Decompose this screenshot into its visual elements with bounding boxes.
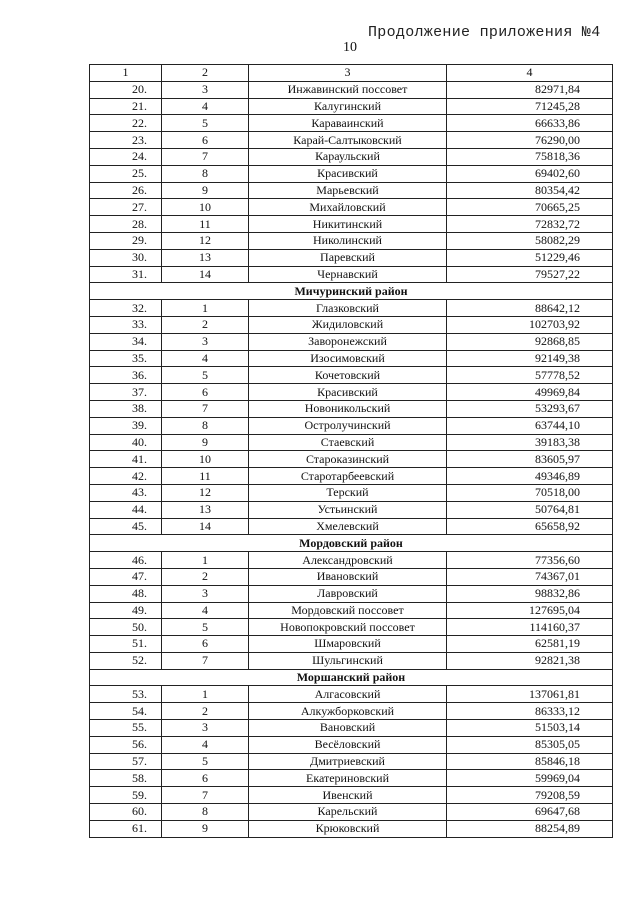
settlement-name: Карельский [249,804,447,821]
row-index: 14 [162,518,249,535]
settlement-name: Устьинский [249,501,447,518]
row-number: 33. [90,316,162,333]
table-row [90,602,613,619]
appendix-continuation-note: Продолжение приложения №4 [368,24,601,41]
amount-value: 92868,85 [447,333,613,350]
amount-value: 85846,18 [447,753,613,770]
row-index: 2 [162,316,249,333]
table-row [90,753,613,770]
row-index: 5 [162,619,249,636]
settlement-name: Старотарбеевский [249,468,447,485]
settlement-name: Шульгинский [249,652,447,669]
row-index: 9 [162,182,249,199]
row-index: 5 [162,367,249,384]
table-row [90,720,613,737]
row-index: 7 [162,148,249,165]
row-number: 36. [90,367,162,384]
row-index: 5 [162,753,249,770]
settlement-name: Хмелевский [249,518,447,535]
row-number: 35. [90,350,162,367]
settlement-name: Терский [249,484,447,501]
table-row [90,115,613,132]
settlement-name: Изосимовский [249,350,447,367]
table-row [90,98,613,115]
settlement-name: Кочетовский [249,367,447,384]
amount-value: 62581,19 [447,636,613,653]
row-index: 7 [162,400,249,417]
row-number: 38. [90,400,162,417]
settlement-name: Алгасовский [249,686,447,703]
column-number-row [90,65,613,82]
row-index: 1 [162,552,249,569]
section-row [90,283,613,300]
row-number: 37. [90,384,162,401]
row-number: 56. [90,736,162,753]
amount-value: 86333,12 [447,703,613,720]
amount-value: 51229,46 [447,249,613,266]
amount-value: 114160,37 [447,619,613,636]
row-index: 4 [162,350,249,367]
amount-value: 71245,28 [447,98,613,115]
amount-value: 98832,86 [447,585,613,602]
settlement-name: Караульский [249,148,447,165]
amount-value: 57778,52 [447,367,613,384]
settlement-name: Ивенский [249,787,447,804]
row-number: 59. [90,787,162,804]
table-row [90,736,613,753]
section-title: Мордовский район [90,535,613,552]
settlement-name: Паревский [249,249,447,266]
row-index: 6 [162,384,249,401]
settlement-name: Жидиловский [249,316,447,333]
table-row [90,585,613,602]
allocation-table [89,64,613,838]
settlement-name: Караваинский [249,115,447,132]
row-number: 31. [90,266,162,283]
settlement-name: Дмитриевский [249,753,447,770]
amount-value: 72832,72 [447,216,613,233]
row-index: 8 [162,417,249,434]
row-number: 58. [90,770,162,787]
table-row [90,182,613,199]
row-number: 49. [90,602,162,619]
settlement-name: Ивановский [249,568,447,585]
row-number: 53. [90,686,162,703]
column-header: 4 [447,65,613,82]
row-index: 13 [162,249,249,266]
amount-value: 127695,04 [447,602,613,619]
row-number: 34. [90,333,162,350]
table-row [90,300,613,317]
amount-value: 88642,12 [447,300,613,317]
row-number: 21. [90,98,162,115]
settlement-name: Мордовский поссовет [249,602,447,619]
row-index: 4 [162,602,249,619]
amount-value: 137061,81 [447,686,613,703]
table-row [90,568,613,585]
settlement-name: Марьевский [249,182,447,199]
settlement-name: Заворонежский [249,333,447,350]
settlement-name: Николинский [249,232,447,249]
table-row [90,81,613,98]
row-index: 6 [162,636,249,653]
settlement-name: Новоникольский [249,400,447,417]
row-index: 14 [162,266,249,283]
settlement-name: Крюковский [249,820,447,837]
table-row [90,384,613,401]
table-row [90,165,613,182]
row-index: 2 [162,703,249,720]
table-row [90,132,613,149]
table-row [90,232,613,249]
row-number: 42. [90,468,162,485]
row-index: 1 [162,686,249,703]
section-row [90,669,613,686]
table-row [90,703,613,720]
table-row [90,686,613,703]
amount-value: 65658,92 [447,518,613,535]
settlement-name: Весёловский [249,736,447,753]
table-row [90,417,613,434]
settlement-name: Остролучинский [249,417,447,434]
amount-value: 102703,92 [447,316,613,333]
settlement-name: Красивский [249,384,447,401]
column-header: 1 [90,65,162,82]
row-index: 3 [162,585,249,602]
table-row [90,820,613,837]
amount-value: 88254,89 [447,820,613,837]
row-number: 55. [90,720,162,737]
table-row [90,468,613,485]
amount-value: 70518,00 [447,484,613,501]
amount-value: 80354,42 [447,182,613,199]
row-index: 10 [162,199,249,216]
settlement-name: Калугинский [249,98,447,115]
section-title: Мичуринский район [90,283,613,300]
row-number: 27. [90,199,162,216]
amount-value: 63744,10 [447,417,613,434]
table-row [90,770,613,787]
settlement-name: Екатериновский [249,770,447,787]
amount-value: 77356,60 [447,552,613,569]
row-index: 3 [162,81,249,98]
row-number: 29. [90,232,162,249]
amount-value: 49969,84 [447,384,613,401]
table-row [90,804,613,821]
settlement-name: Красивский [249,165,447,182]
row-index: 11 [162,468,249,485]
row-index: 3 [162,720,249,737]
amount-value: 49346,89 [447,468,613,485]
settlement-name: Лавровский [249,585,447,602]
row-index: 8 [162,165,249,182]
amount-value: 92149,38 [447,350,613,367]
table-row [90,148,613,165]
row-index: 2 [162,568,249,585]
table-row [90,316,613,333]
row-number: 57. [90,753,162,770]
settlement-name: Инжавинский поссовет [249,81,447,98]
amount-value: 75818,36 [447,148,613,165]
row-number: 51. [90,636,162,653]
amount-value: 59969,04 [447,770,613,787]
table-row [90,249,613,266]
amount-value: 79527,22 [447,266,613,283]
row-number: 26. [90,182,162,199]
amount-value: 83605,97 [447,451,613,468]
row-number: 46. [90,552,162,569]
row-number: 28. [90,216,162,233]
row-number: 24. [90,148,162,165]
row-index: 12 [162,232,249,249]
amount-value: 79208,59 [447,787,613,804]
settlement-name: Михайловский [249,199,447,216]
table-row [90,552,613,569]
row-index: 6 [162,770,249,787]
settlement-name: Никитинский [249,216,447,233]
amount-value: 85305,05 [447,736,613,753]
row-number: 47. [90,568,162,585]
amount-value: 51503,14 [447,720,613,737]
amount-value: 74367,01 [447,568,613,585]
column-header: 2 [162,65,249,82]
row-number: 23. [90,132,162,149]
row-number: 30. [90,249,162,266]
row-number: 45. [90,518,162,535]
settlement-name: Староказинский [249,451,447,468]
row-index: 7 [162,652,249,669]
table-row [90,484,613,501]
table-row [90,501,613,518]
row-number: 54. [90,703,162,720]
page-number: 10 [343,40,357,55]
table-row [90,518,613,535]
section-title: Моршанский район [90,669,613,686]
row-index: 4 [162,736,249,753]
row-number: 39. [90,417,162,434]
amount-value: 92821,38 [447,652,613,669]
row-index: 6 [162,132,249,149]
row-number: 48. [90,585,162,602]
amount-value: 58082,29 [447,232,613,249]
table-row [90,636,613,653]
row-number: 32. [90,300,162,317]
row-number: 25. [90,165,162,182]
row-index: 1 [162,300,249,317]
amount-value: 53293,67 [447,400,613,417]
amount-value: 69647,68 [447,804,613,821]
settlement-name: Глазковский [249,300,447,317]
row-number: 40. [90,434,162,451]
table-row [90,400,613,417]
settlement-name: Карай-Салтыковский [249,132,447,149]
settlement-name: Алкужборковский [249,703,447,720]
row-index: 13 [162,501,249,518]
settlement-name: Стаевский [249,434,447,451]
table-row [90,199,613,216]
settlement-name: Вановский [249,720,447,737]
table-row [90,350,613,367]
table-row [90,451,613,468]
table-row [90,216,613,233]
row-index: 3 [162,333,249,350]
settlement-name: Александровский [249,552,447,569]
table-row [90,434,613,451]
row-number: 52. [90,652,162,669]
amount-value: 66633,86 [447,115,613,132]
column-header: 3 [249,65,447,82]
table-row [90,652,613,669]
row-index: 5 [162,115,249,132]
table-row [90,367,613,384]
amount-value: 70665,25 [447,199,613,216]
section-row [90,535,613,552]
row-index: 8 [162,804,249,821]
row-index: 10 [162,451,249,468]
row-number: 41. [90,451,162,468]
amount-value: 39183,38 [447,434,613,451]
row-number: 20. [90,81,162,98]
settlement-name: Чернавский [249,266,447,283]
row-number: 61. [90,820,162,837]
row-number: 50. [90,619,162,636]
row-number: 43. [90,484,162,501]
row-index: 9 [162,820,249,837]
table-row [90,787,613,804]
table-row [90,266,613,283]
settlement-name: Шмаровский [249,636,447,653]
table-row [90,619,613,636]
row-index: 4 [162,98,249,115]
table-body [90,81,613,837]
amount-value: 69402,60 [447,165,613,182]
table-row [90,333,613,350]
amount-value: 76290,00 [447,132,613,149]
row-index: 9 [162,434,249,451]
row-number: 22. [90,115,162,132]
row-index: 12 [162,484,249,501]
amount-value: 82971,84 [447,81,613,98]
row-index: 7 [162,787,249,804]
settlement-name: Новопокровский поссовет [249,619,447,636]
row-index: 11 [162,216,249,233]
amount-value: 50764,81 [447,501,613,518]
row-number: 44. [90,501,162,518]
row-number: 60. [90,804,162,821]
